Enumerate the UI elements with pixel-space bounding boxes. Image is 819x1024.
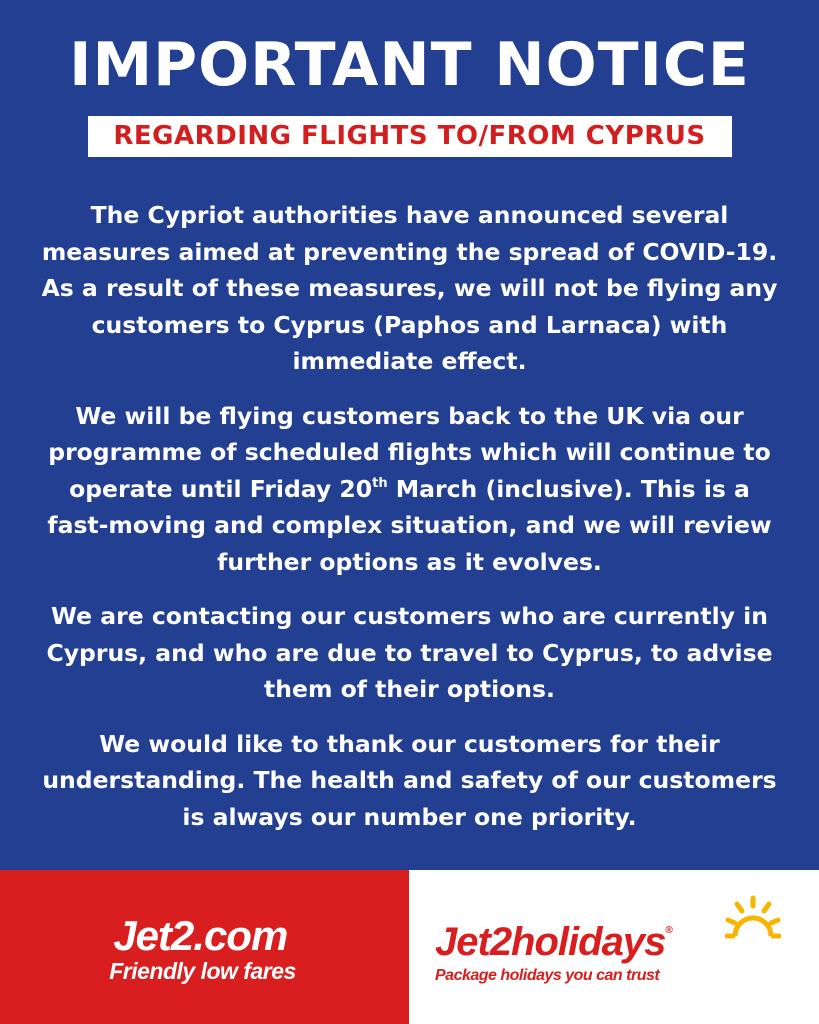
jet2holidays-logo-text xyxy=(435,909,672,964)
paragraph-return-flights-part-2: March (inclusive). This is a fast-moving and complex situation, and we will review further options as it evolves. xyxy=(47,474,772,576)
jet2holidays-logo xyxy=(435,909,672,986)
paragraph-return-flights-part-1: We will be flying customers back to the UK via our programme of scheduled flights which will continue to operate until Friday 20 xyxy=(48,401,771,503)
jet2holidays-wordmark: Jet2holidays xyxy=(435,919,666,964)
jet2com-tagline: Friendly low fares xyxy=(109,958,296,984)
jet2com-logo-text xyxy=(113,914,296,958)
paragraph-return-flights xyxy=(40,398,780,581)
jet2holidays-logo-panel[interactable] xyxy=(409,870,819,1024)
paragraph-contacting-customers: We are contacting our customers who are currently in Cyprus, and who are due to travel to Cyprus, to advise them of their options. xyxy=(46,602,773,703)
jet2holidays-tagline: Package holidays you can trust xyxy=(435,966,660,984)
registered-mark: ® xyxy=(665,924,672,936)
jet2com-wordmark: Jet2.com xyxy=(113,912,288,959)
notice-title: IMPORTANT NOTICE xyxy=(69,30,750,100)
notice-body xyxy=(40,197,780,835)
jet2com-logo xyxy=(109,912,296,984)
footer-logos xyxy=(0,870,819,1024)
notice-subtitle: REGARDING FLIGHTS TO/FROM CYPRUS xyxy=(113,121,706,151)
paragraph-measures: The Cypriot authorities have announced several measures aimed at preventing the spread of COVID-19. As a result of these measures, we will not be flying any customers to Cyprus (Paphos and Larnaca) with immediate effect. xyxy=(41,201,778,375)
subtitle-banner xyxy=(88,116,732,157)
date-ordinal-suffix: th xyxy=(372,475,388,491)
sun-icon xyxy=(725,894,781,950)
jet2com-logo-panel[interactable] xyxy=(0,870,409,1024)
paragraph-thanks: We would like to thank our customers for their understanding. The health and safety of our customers is always our number one priority. xyxy=(42,729,777,831)
